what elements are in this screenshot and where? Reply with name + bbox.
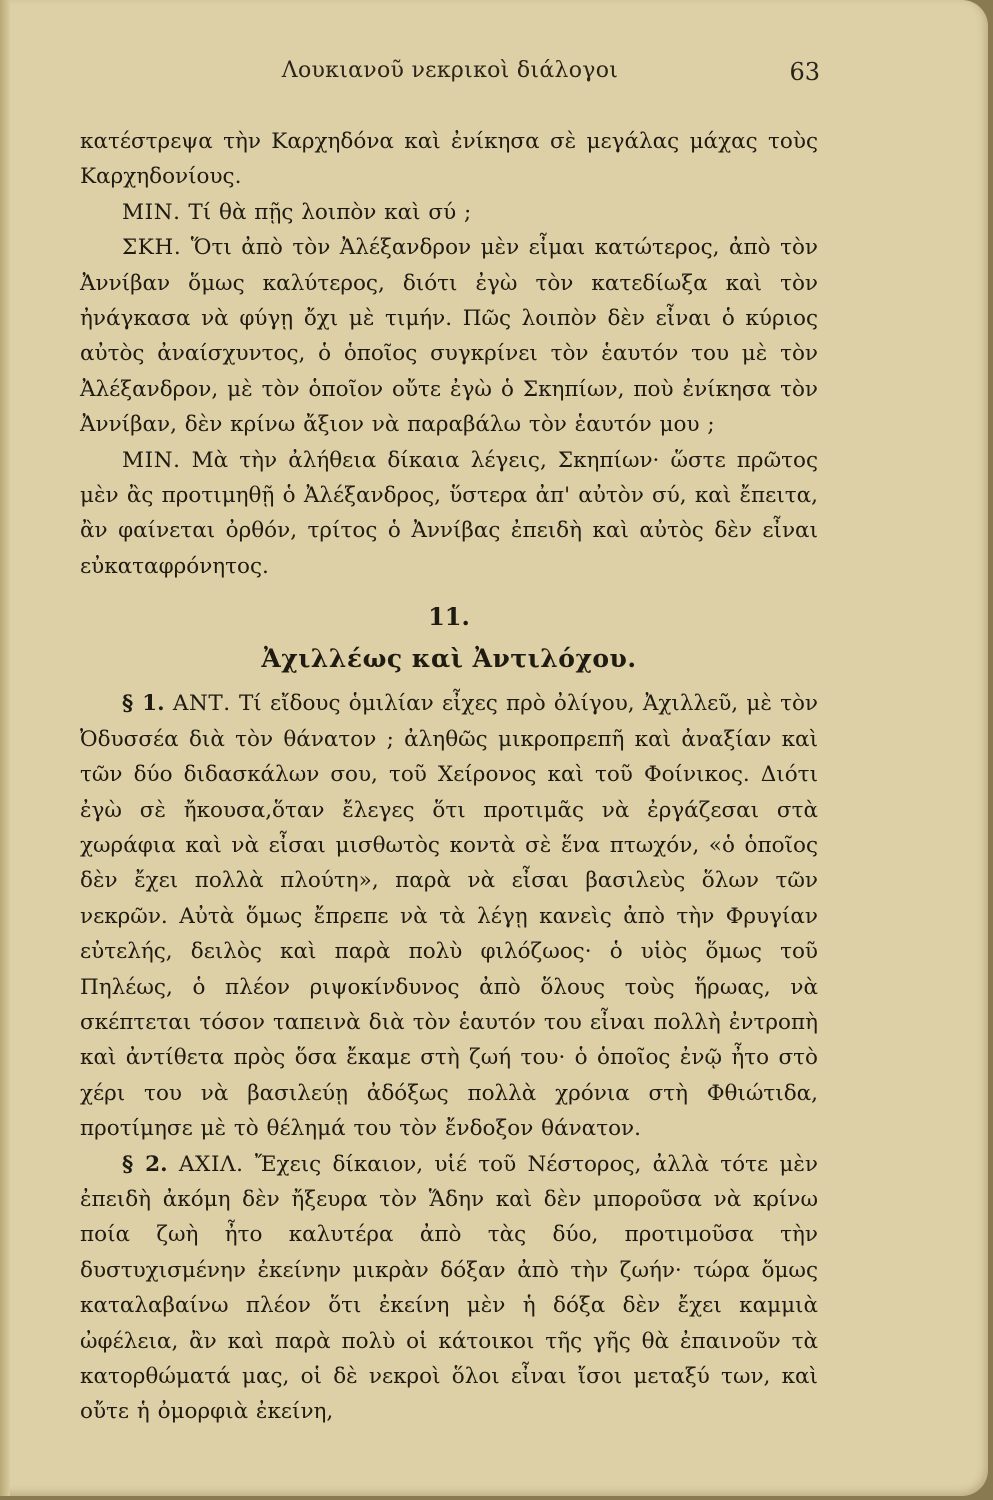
speaker-label: ΜΙΝ.	[122, 199, 181, 225]
paragraph-text: Τί εἴδους ὁμιλίαν εἶχες πρὸ ὀλίγου, Ἀχιλλεῦ, μὲ τὸν Ὀδυσσέα διὰ τὸν θάνατον ; ἀληθῶς μικροπρεπῆ καὶ ἀναξίαν καὶ τῶν δύο διδασκάλων σου, τοῦ Χείρονος καὶ τοῦ Φοίνικος. Διότι ἐγὼ σὲ ἤκουσα,ὅταν ἔλεγες ὅτι προτιμᾶς νὰ ἐργάζεσαι στὰ χωράφια καὶ νὰ εἶσαι μισθωτὸς κοντὰ σὲ ἕνα πτωχόν, «ὁ ὁποῖος δὲν ἔχει πολλὰ πλούτη», παρὰ νὰ εἶσαι βασιλεὺς ὅλων τῶν νεκρῶν. Αὐτὰ ὅμως ἔπρεπε νὰ τὰ λέγῃ κανεὶς ἀπὸ τὴν Φρυγίαν εὐτελής, δειλὸς καὶ παρὰ πολὺ φιλόζωος· ὁ υἱὸς ὅμως τοῦ Πηλέως, ὁ πλέον ριψοκίνδυνος ἀπὸ ὅλους τοὺς ἥρωας, νὰ σκέπτεται τόσον ταπεινὰ διὰ τὸν ἑαυτόν του εἶναι πολλὴ ἐντροπὴ καὶ ἀντίθετα πρὸς ὅσα ἔκαμε στὴ ζωή του· ὁ ὁποῖος ἐνῷ ἦτο στὸ χέρι του νὰ βασιλεύῃ ἀδόξως πολλὰ χρόνια στὴ Φθιώτιδα, προτίμησε μὲ τὸ θέλημά του τὸν ἔνδοξον θάνατον.	[80, 691, 818, 1142]
dialogue-paragraph-min-1	[80, 195, 818, 230]
section-title: Ἀχιλλέως καὶ Ἀντιλόχου.	[261, 644, 637, 674]
running-head: Λουκιανοῦ νεκρικοὶ διάλογοι	[281, 58, 619, 83]
section-marker: § 1.	[122, 691, 165, 717]
paragraph-text: Ὅτι ἀπὸ τὸν Ἀλέξανδρον μὲν εἶμαι κατώτερος, ἀπὸ τὸν Ἀννίβαν ὅμως καλύτερος, διότι ἐγὼ τὸν κατεδίωξα καὶ τὸν ἠνάγκασα νὰ φύγῃ ὄχι μὲ τιμήν. Πῶς λοιπὸν δὲν εἶναι ὁ κύριος αὐτὸς ἀναίσχυντος, ὁ ὁποῖος συγκρίνει τὸν ἑαυτόν του μὲ τὸν Ἀλέξανδρον, μὲ τὸν ὁποῖον οὔτε ἐγὼ ὁ Σκηπίων, ποὺ ἐνίκησα τὸν Ἀννίβαν, δὲν κρίνω ἄξιον νὰ παραβάλω τὸν ἑαυτόν μου ;	[80, 235, 818, 438]
section-paragraph-1	[80, 686, 818, 1146]
speaker-label: ΑΝΤ.	[172, 691, 231, 717]
paragraph-text: Ἔχεις δίκαιον, υἱέ τοῦ Νέστορος, ἀλλὰ τότε μὲν ἐπειδὴ ἀκόμη δὲν ἤξευρα τὸν Ἅδην καὶ δὲν μποροῦσα νὰ κρίνω ποία ζωὴ ἦτο καλυτέρα ἀπὸ τὰς δύο, προτιμοῦσα τὴν δυστυχισμένην ἐκείνην μικρὰν δόξαν ἀπὸ τὴν ζωήν· τώρα ὅμως καταλαβαίνω πλέον ὅτι ἐκείνη μὲν ἡ δόξα δὲν ἔχει καμμιὰ ὠφέλεια, ἂν καὶ παρὰ πολὺ οἱ κάτοικοι τῆς γῆς θὰ ἐπαινοῦν τὰ κατορθώματά μας, οἱ δὲ νεκροὶ ὅλοι εἶναι ἴσοι μεταξύ των, καὶ οὔτε ἡ ὀμορφιὰ ἐκείνη,	[80, 1151, 818, 1425]
section-marker: § 2.	[122, 1151, 168, 1177]
main-text	[80, 124, 818, 1430]
continuation-paragraph	[80, 124, 818, 195]
paragraph-text: Μὰ τὴν ἀλήθεια δίκαια λέγεις, Σκηπίων· ὥστε πρῶτος μὲν ἂς προτιμηθῇ ὁ Ἀλέξανδρος, ὕστερα ἀπ' αὐτὸν σύ, καὶ ἔπειτα, ἂν φαίνεται ὀρθόν, τρίτος ὁ Ἀννίβας ἐπειδὴ καὶ αὐτὸς δὲν εἶναι εὐκαταφρόνητος.	[80, 447, 818, 579]
page-number: 63	[789, 58, 820, 86]
section-paragraph-2	[80, 1147, 818, 1430]
paragraph-text: κατέστρεψα τὴν Καρχηδόνα καὶ ἐνίκησα σὲ μεγάλας μάχας τοὺς Καρχηδονίους.	[80, 129, 818, 190]
paragraph-text: Τί θὰ πῇς λοιπὸν καὶ σύ ;	[188, 199, 472, 225]
dialogue-paragraph-min-2	[80, 443, 818, 585]
page-header	[80, 58, 820, 92]
speaker-label: ΣΚΗ.	[122, 235, 182, 261]
speaker-label: ΑΧΙΛ.	[178, 1151, 244, 1177]
speaker-label: ΜΙΝ.	[122, 447, 181, 473]
section-number: 11.	[428, 602, 470, 632]
page-spine	[0, 0, 10, 1496]
dialogue-paragraph-ski	[80, 230, 818, 442]
